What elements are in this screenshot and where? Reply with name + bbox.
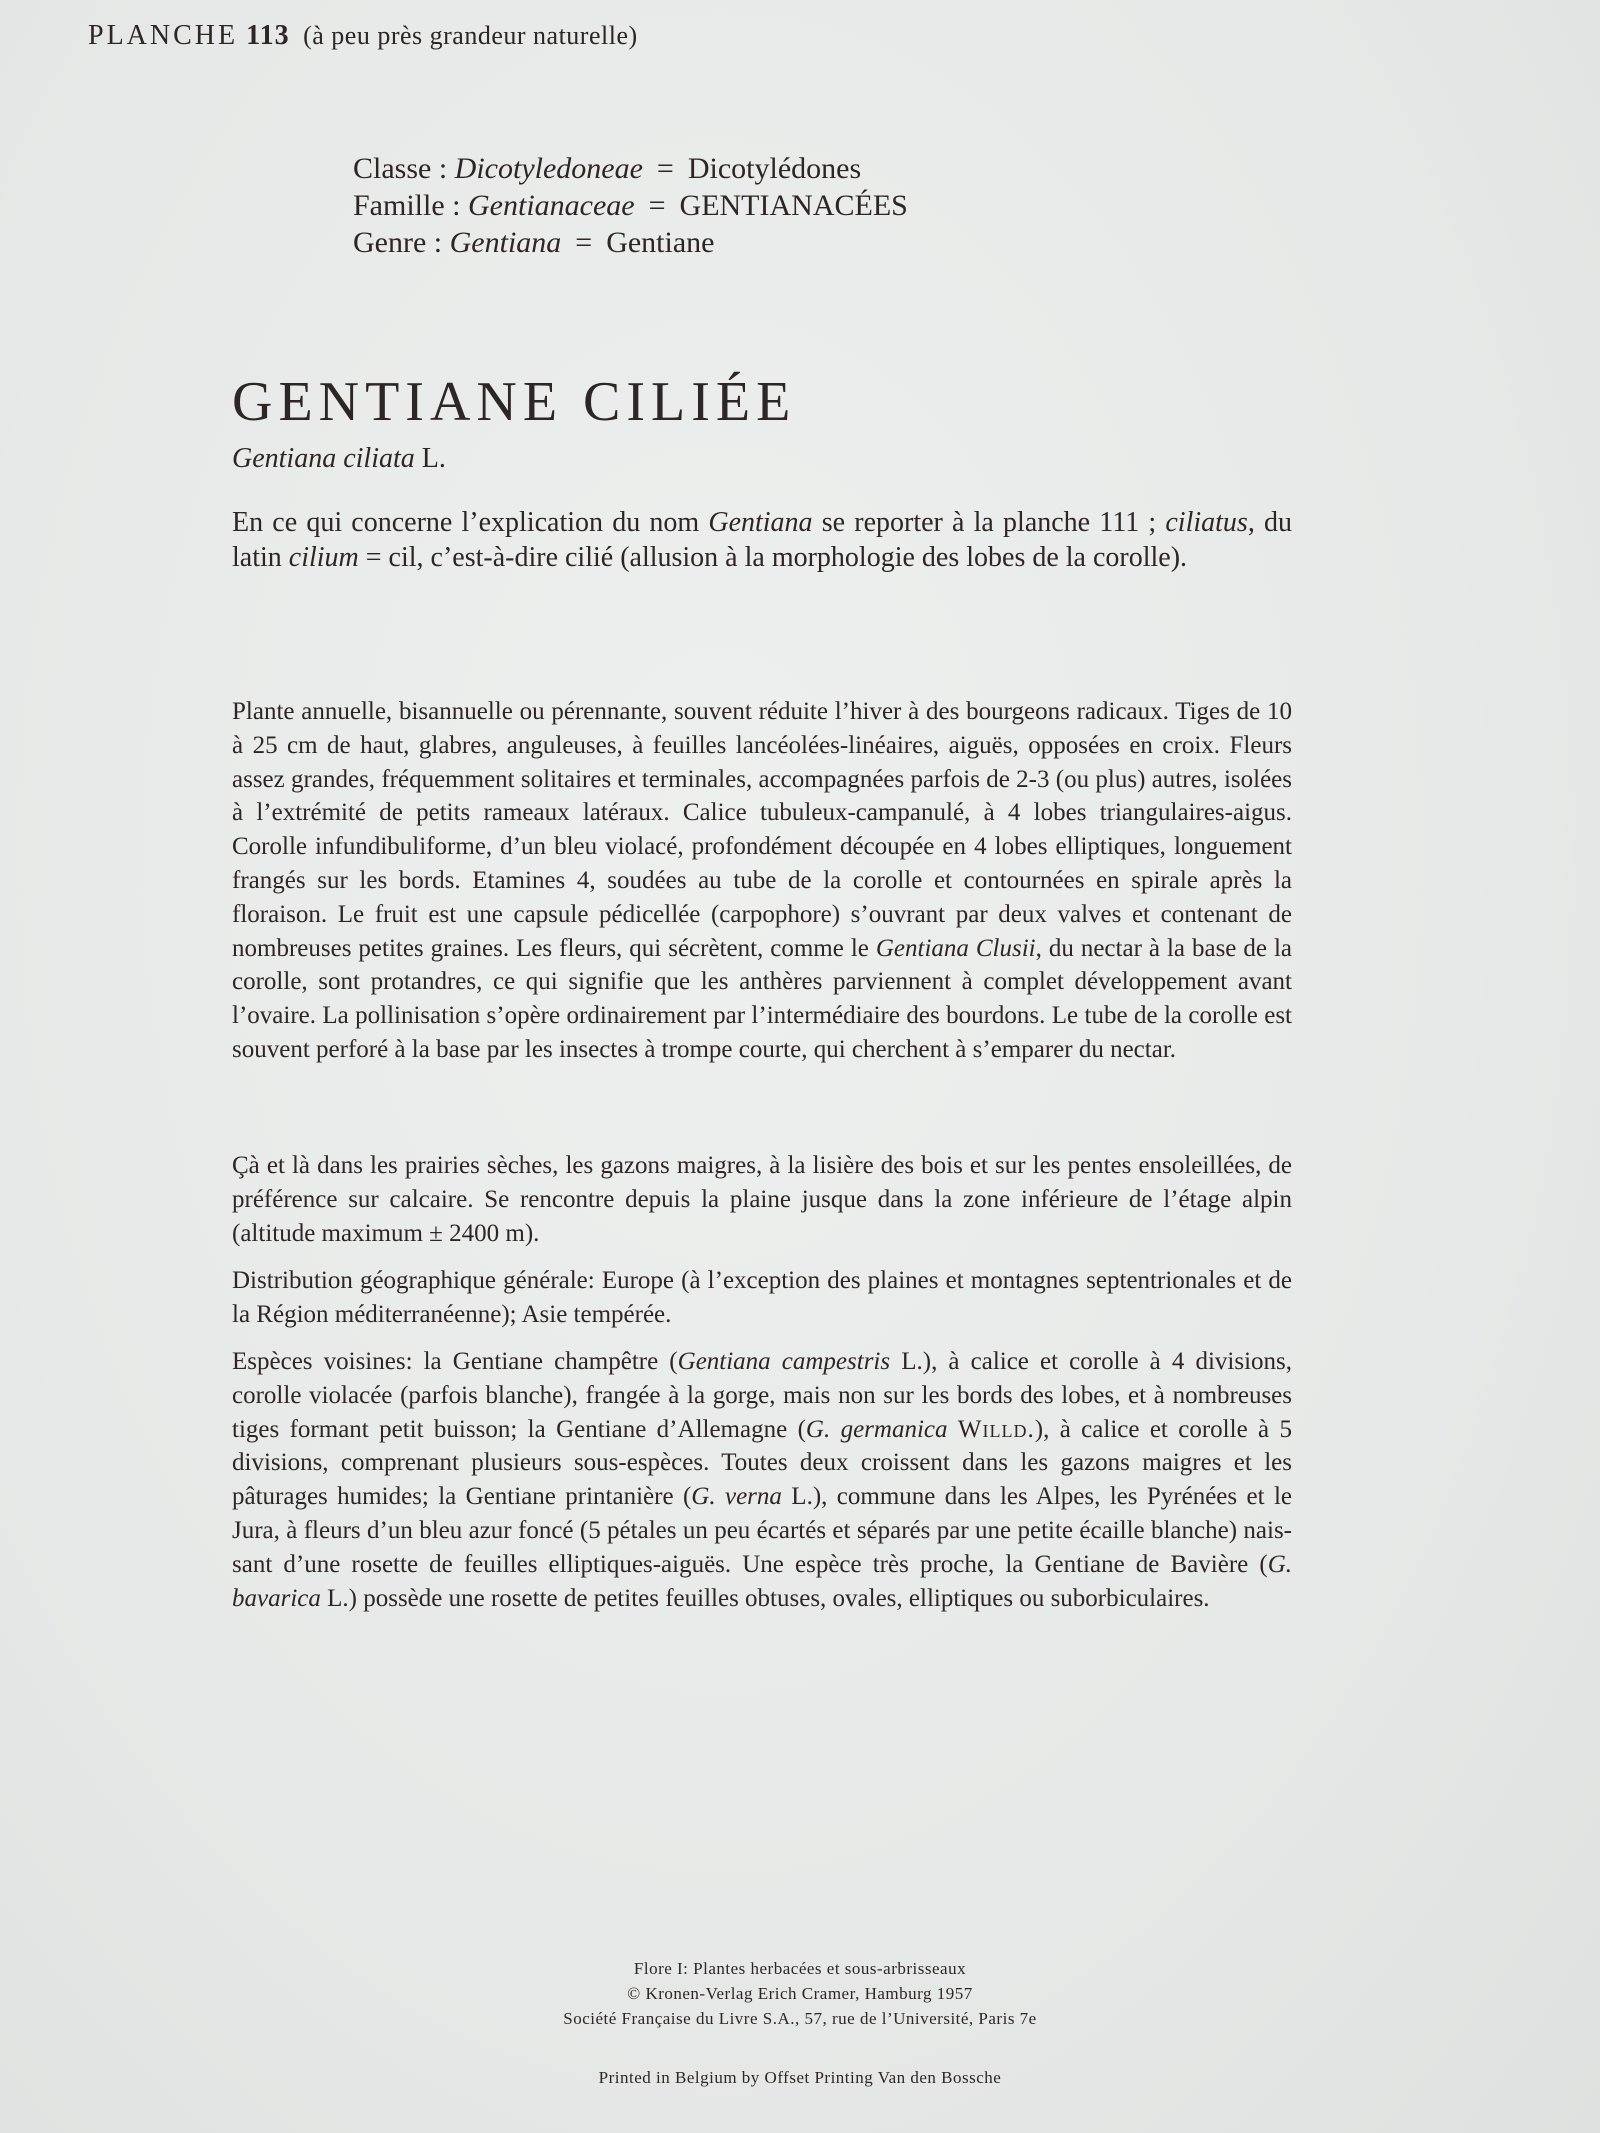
plate-label: PLANCHE <box>88 20 239 51</box>
footer-series-line: Flore I: Plantes herbacées et sous-arbrisseaux <box>633 1959 967 1978</box>
taxonomy-common: Dicotylédones <box>687 152 862 185</box>
equals-sign: = <box>648 189 666 222</box>
plate-header <box>88 20 638 52</box>
related-species-paragraph: Espèces voisines: la Gentiane champêtre (Gentiana campestris L.), à calice et corolle à 4 divisions, corolle violacée (parfois blanche), frangée à la gorge, mais non sur les bords des lobes, et à nombreuses tiges formant petit buisson; la Gentiane d’Allemagne (G. germanica Willd.), à calice et corolle à 5 divisions, comprenant plusieurs sous-espèces. Toutes deux croissent dans les gazons maigres et les pâturages humides; la Gentiane printanière (G. verna L.), commune dans les Alpes, les Pyrénées et le Jura, à fleurs d’un bleu azur foncé (5 pétales un peu écartés et séparés par une petite écaille blanche) naissant d’une rosette de feuilles elliptiques-aiguës. Une espèce très proche, la Gentiane de Bavière (G. bavarica L.) possède une rosette de petites feuilles obtuses, ovales, elliptiques ou suborbiculaires. <box>232 1348 1293 1612</box>
species-author: L. <box>421 443 446 474</box>
taxonomy-latin: Dicotyledoneae <box>454 152 643 185</box>
equals-sign: = <box>575 226 593 259</box>
printer-credit: Printed in Belgium by Offset Printing Van den Bossche <box>598 2068 1002 2087</box>
taxonomy-common: GENTIANACÉES <box>679 189 908 222</box>
taxonomy-common: Gentiane <box>606 226 715 259</box>
taxonomy-genus-row <box>353 224 908 261</box>
plate-number: 113 <box>246 20 290 51</box>
taxonomy-family-row <box>353 187 908 224</box>
plate-note: (à peu près grandeur naturelle) <box>303 21 638 50</box>
species-binomial <box>232 443 446 475</box>
etymology-paragraph: En ce qui concerne l’explication du nom Gentiana se reporter à la planche 111 ; ciliatus, du latin cilium = cil, c’est-à-dire cilié (allusion à la morphologie des lobes de la corolle). <box>232 507 1292 573</box>
description-paragraph: Plante annuelle, bisannuelle ou pérennante, souvent réduite l’hiver à des bourgeons radicaux. Tiges de 10 à 25 cm de haut, glabres, anguleuses, à feuilles lancéolées-linéaires, aiguës, opposées en croix. Fleurs assez grandes, fréquemment solitaires et terminales, accompagnées parfois de 2-3 (ou plus) autres, isolées à l’extrémité de petits rameaux latéraux. Calice tubuleux-campanulé, à 4 lobes triangulaires-aigus. Corolle infundibuliforme, d’un bleu violacé, profondément découpée en 4 lobes elliptiques, longuement frangés sur les bords. Etamines 4, soudées au tube de la corolle et contournées en spirale après la floraison. Le fruit est une capsule pédicellée (carpophore) s’ouvrant par deux valves et contenant de nombreuses petites graines. Les fleurs, qui sécrètent, comme le Gentiana Clusii, du nectar à la base de la corolle, sont protandres, ce qui signifie que les anthères parviennent à complet développement avant l’ovaire. La pollinisation s’opère ordinairement par l’intermédiaire des bourdons. Le tube de la corolle est souvent perforé à la base par les insectes à trompe courte, qui cherchent à s’emparer du nectar. <box>232 698 1292 1063</box>
taxonomy-class-row <box>353 150 908 187</box>
taxonomy-rank: Classe : <box>353 152 448 185</box>
taxonomy-latin: Gentiana <box>449 226 562 259</box>
taxonomy-rank: Genre : <box>353 226 443 259</box>
publisher-footer <box>0 1956 1600 2031</box>
footer-copyright-line: © Kronen-Verlag Erich Cramer, Hamburg 1957 <box>627 1984 973 2003</box>
taxonomy-rank: Famille : <box>353 189 461 222</box>
habitat-paragraph: Çà et là dans les prairies sèches, les gazons maigres, à la lisière des bois et sur les pentes ensoleillées, de préférence sur calcaire. Se rencontre depuis la plaine jusque dans la zone inférieure de l’étage alpin (altitude maximum ± 2400 m). <box>232 1152 1292 1247</box>
equals-sign: = <box>656 152 674 185</box>
taxonomy-block <box>353 150 908 261</box>
species-latin-name: Gentiana ciliata <box>232 443 415 474</box>
distribution-paragraph: Distribution géographique générale: Europe (à l’exception des plaines et montagnes septentrionales et de la Région méditerranéenne); Asie tempérée. <box>232 1267 1292 1328</box>
species-title: GENTIANE CILIÉE <box>232 371 797 433</box>
footer-publisher-line: Société Française du Livre S.A., 57, rue de l’Université, Paris 7e <box>563 2009 1037 2028</box>
taxonomy-latin: Gentianaceae <box>468 189 635 222</box>
